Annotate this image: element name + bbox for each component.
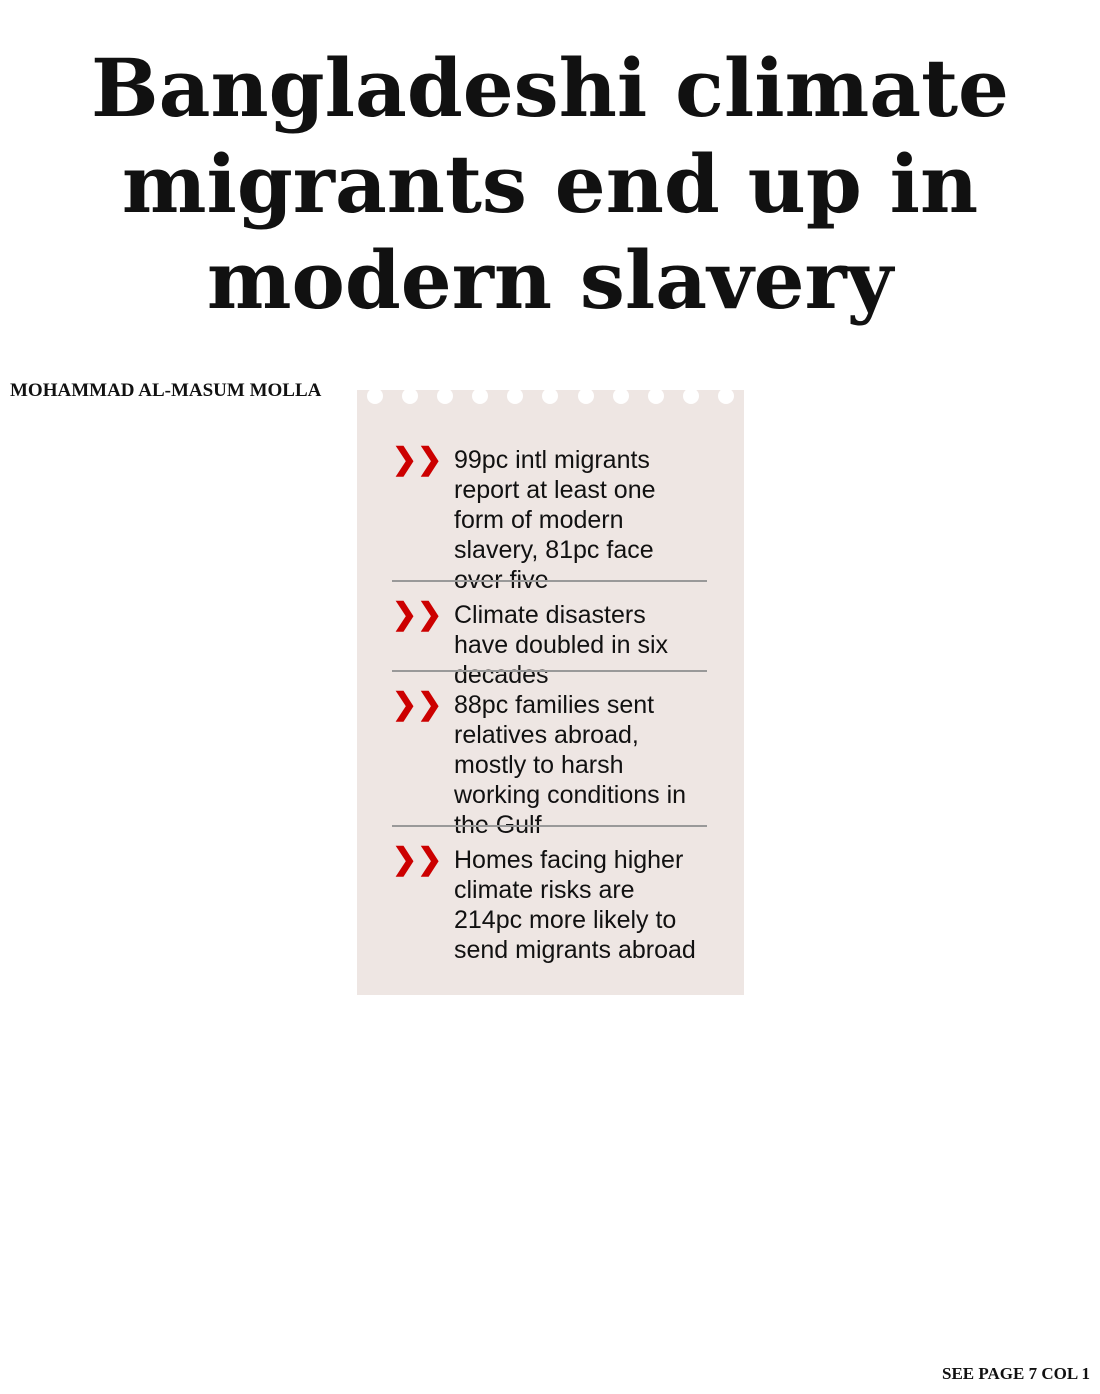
chevron-right-icon: ❯❯	[392, 598, 443, 631]
highlight-item	[392, 845, 712, 975]
divider	[392, 670, 707, 672]
highlight-text: 99pc intl migrants report at least one form of modern slavery, 81pc face over five	[454, 446, 656, 594]
headline: Bangladeshi climate migrants end up in modern slavery	[91, 41, 1009, 327]
perforation	[357, 388, 744, 416]
body-right	[770, 385, 1090, 1345]
highlight-text: 88pc families sent relatives abroad, mostly to harsh working conditions in the Gulf	[454, 691, 687, 839]
highlights-box	[357, 390, 744, 995]
highlight-text: Homes facing higher climate risks are 214pc more likely to send migrants abroad	[454, 846, 696, 964]
byline: MOHAMMAD AL-MASUM MOLLA	[10, 380, 322, 401]
body-left	[10, 455, 330, 1335]
highlight-text: Climate disasters have doubled in six decades	[454, 601, 669, 689]
highlight-item	[392, 443, 712, 594]
chevron-right-icon: ❯❯	[392, 443, 443, 476]
chevron-right-icon: ❯❯	[392, 843, 443, 876]
divider	[392, 580, 707, 582]
continuation-note: SEE PAGE 7 COL 1	[942, 1364, 1090, 1383]
chevron-right-icon: ❯❯	[392, 688, 443, 721]
highlight-item	[392, 598, 712, 689]
highlight-item	[392, 688, 712, 839]
divider	[392, 825, 707, 827]
